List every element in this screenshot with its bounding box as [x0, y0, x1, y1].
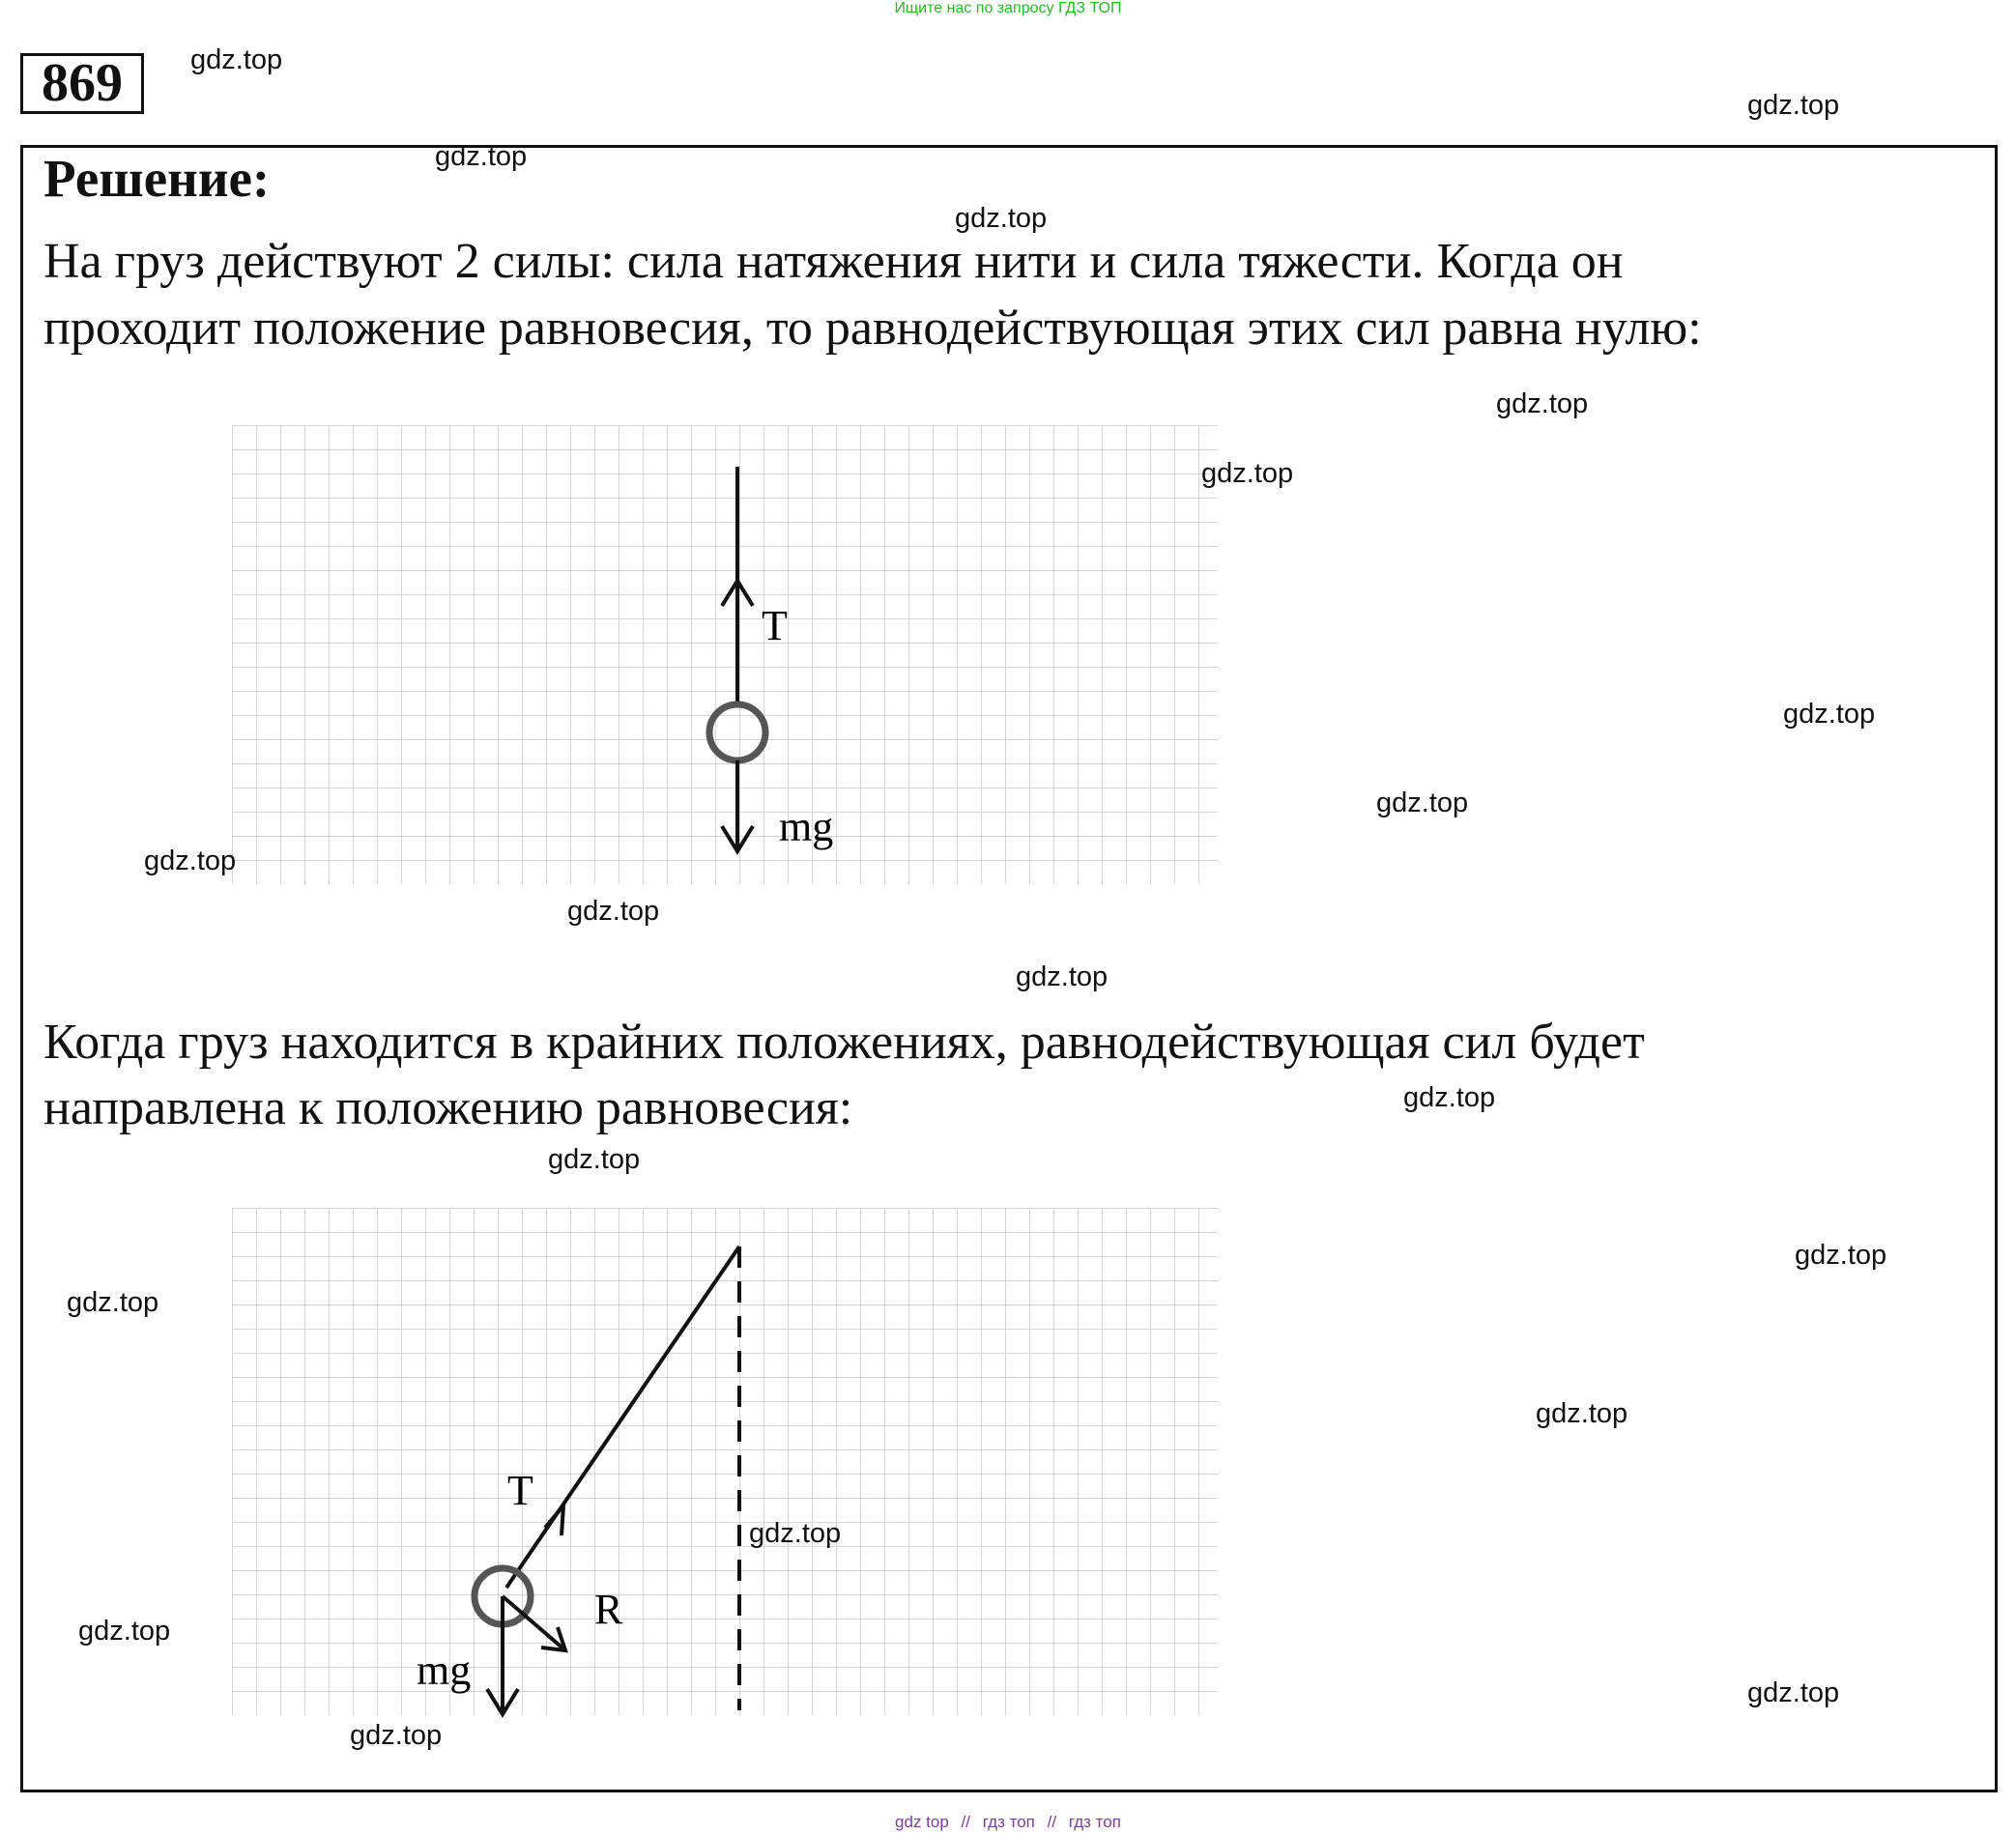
footer-link[interactable]: гдз топ — [1068, 1813, 1121, 1831]
gravity-label: mg — [779, 803, 834, 850]
watermark: gdz.top — [1496, 388, 1589, 419]
watermark: gdz.top — [144, 845, 237, 876]
footer-link[interactable]: гдз топ — [982, 1813, 1035, 1831]
footer-separator: // — [1047, 1813, 1057, 1831]
resultant-label: R — [594, 1586, 623, 1633]
footer-separator: // — [961, 1813, 970, 1831]
watermark: gdz.top — [1201, 458, 1294, 489]
watermark: gdz.top — [67, 1287, 159, 1318]
solution-heading: Решение: — [43, 149, 271, 208]
grid-paper — [232, 1208, 1218, 1715]
watermark: gdz.top — [955, 203, 1048, 234]
watermark: gdz.top — [567, 896, 660, 927]
tension-label: T — [507, 1467, 533, 1514]
tension-label: T — [762, 602, 788, 649]
watermark: gdz.top — [1376, 788, 1469, 818]
paragraph2-line2: направлена к положению равновесия: — [43, 1080, 853, 1135]
problem-number: 869 — [20, 53, 144, 114]
watermark: gdz.top — [1747, 1677, 1840, 1708]
watermark: gdz.top — [1783, 699, 1876, 730]
search-banner: Ищите нас по запросу ГДЗ ТОП — [894, 0, 1122, 16]
watermark: gdz.top — [1795, 1240, 1887, 1271]
paragraph1-line2: проходит положение равновесия, то равнодействующая этих сил равна нулю: — [43, 301, 1702, 356]
watermark: gdz.top — [190, 44, 283, 75]
watermark: gdz.top — [435, 141, 528, 172]
watermark: gdz.top — [548, 1144, 641, 1175]
footer-link[interactable]: gdz top — [895, 1813, 949, 1831]
paragraph1-line1: На груз действуют 2 силы: сила натяжения нити и сила тяжести. Когда он — [43, 234, 1624, 289]
watermark: gdz.top — [350, 1720, 443, 1751]
watermark: gdz.top — [1536, 1398, 1628, 1429]
paragraph2-line1: Когда груз находится в крайних положениях, равнодействующая сил будет — [43, 1015, 1645, 1070]
footer-links — [0, 1813, 2016, 1832]
watermark: gdz.top — [78, 1616, 171, 1647]
watermark: gdz.top — [1747, 90, 1840, 121]
watermark: gdz.top — [1016, 961, 1109, 992]
watermark: gdz.top — [749, 1518, 842, 1549]
watermark: gdz.top — [1403, 1082, 1496, 1113]
gravity-label: mg — [417, 1647, 472, 1694]
